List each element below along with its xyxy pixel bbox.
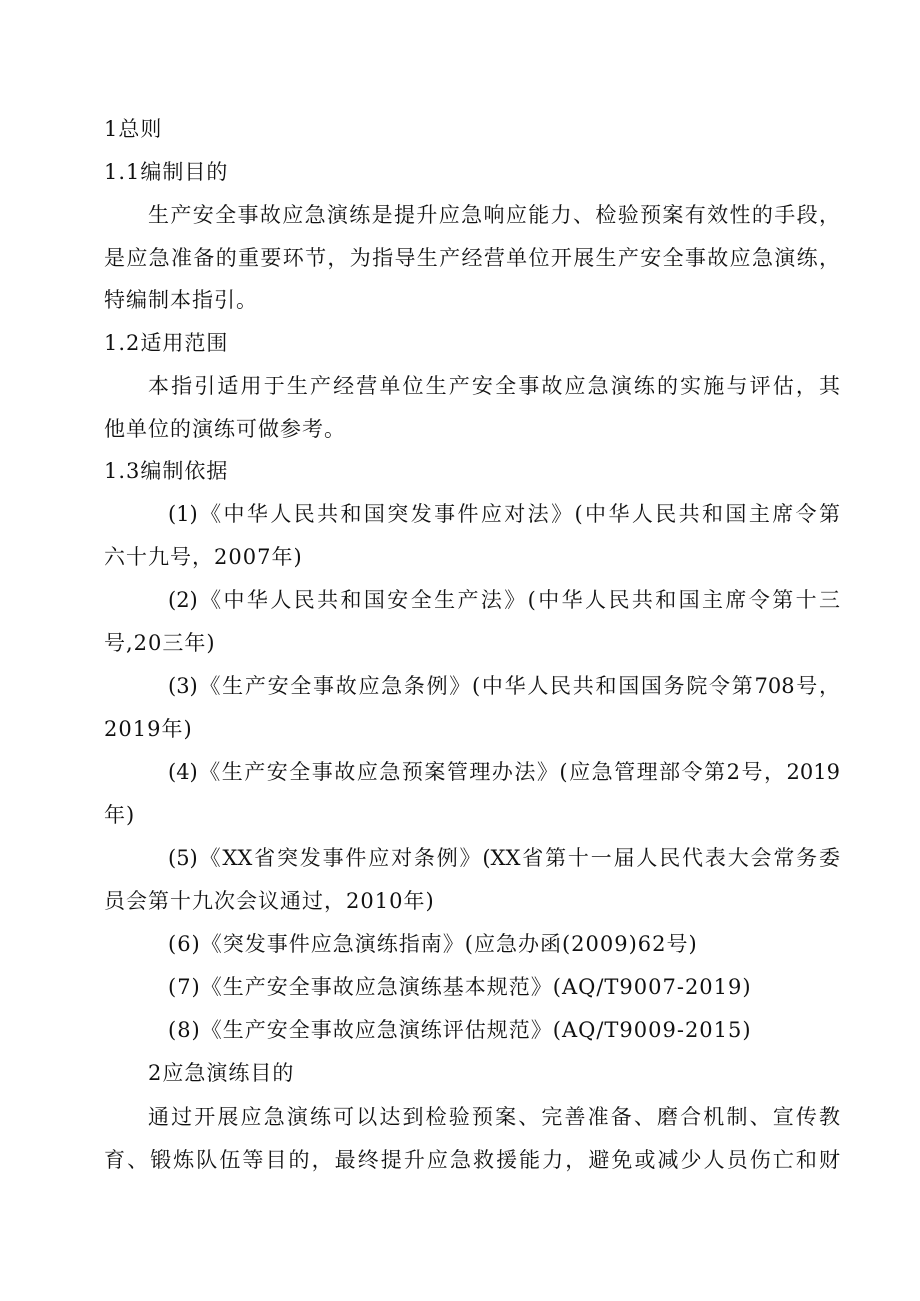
basis-item-7-line: (7)《生产安全事故应急演练基本规范》(AQ/T9007-2019) bbox=[168, 975, 752, 999]
basis-item-8-line: (8)《生产安全事故应急演练评估规范》(AQ/T9009-2015) bbox=[168, 1018, 752, 1042]
basis-item-2-line: (2)《中华人民共和国安全生产法》(中华人民共和国主席令第十三 bbox=[168, 588, 840, 612]
basis-item-5-line: 员会第十九次会议通过，2010年) bbox=[104, 889, 435, 913]
section-2-paragraph-line: 通过开展应急演练可以达到检验预案、完善准备、磨合机制、宣传教 bbox=[148, 1105, 840, 1129]
basis-item-4-line: (4)《生产安全事故应急预案管理办法》(应急管理部令第2号，2019 bbox=[168, 760, 840, 784]
basis-item-5-line: (5)《XX省突发事件应对条例》(XX省第十一届人民代表大会常务委 bbox=[168, 846, 840, 870]
section-1-2-paragraph-line: 他单位的演练可做参考。 bbox=[104, 417, 346, 441]
section-1-1-paragraph-line: 生产安全事故应急演练是提升应急响应能力、检验预案有效性的手段， bbox=[148, 203, 840, 227]
section-1-1-paragraph-line: 特编制本指引。 bbox=[104, 288, 258, 312]
section-1-2-paragraph-line: 本指引适用于生产经营单位生产安全事故应急演练的实施与评估，其 bbox=[148, 374, 840, 398]
basis-item-1-line: 六十九号，2007年) bbox=[104, 545, 303, 569]
section-1-2-heading: 1.2适用范围 bbox=[104, 331, 229, 355]
section-2-paragraph-line: 育、锻炼队伍等目的，最终提升应急救援能力，避免或减少人员伤亡和财 bbox=[104, 1148, 840, 1172]
section-2-heading: 2应急演练目的 bbox=[148, 1061, 295, 1085]
section-1-1-paragraph-line: 是应急准备的重要环节，为指导生产经营单位开展生产安全事故应急演练， bbox=[104, 246, 840, 270]
basis-item-3-line: (3)《生产安全事故应急条例》(中华人民共和国国务院令第708号， bbox=[168, 674, 840, 698]
basis-item-3-line: 2019年) bbox=[104, 717, 193, 741]
basis-item-4-line: 年) bbox=[104, 803, 136, 827]
section-1-heading: 1总则 bbox=[104, 117, 163, 141]
section-1-1-heading: 1.1编制目的 bbox=[104, 160, 229, 184]
basis-item-6-line: (6)《突发事件应急演练指南》(应急办函(2009)62号) bbox=[168, 932, 698, 956]
section-1-3-heading: 1.3编制依据 bbox=[104, 459, 229, 483]
basis-item-1-line: (1)《中华人民共和国突发事件应对法》(中华人民共和国主席令第 bbox=[168, 502, 840, 526]
basis-item-2-line: 号,20三年) bbox=[104, 631, 216, 655]
